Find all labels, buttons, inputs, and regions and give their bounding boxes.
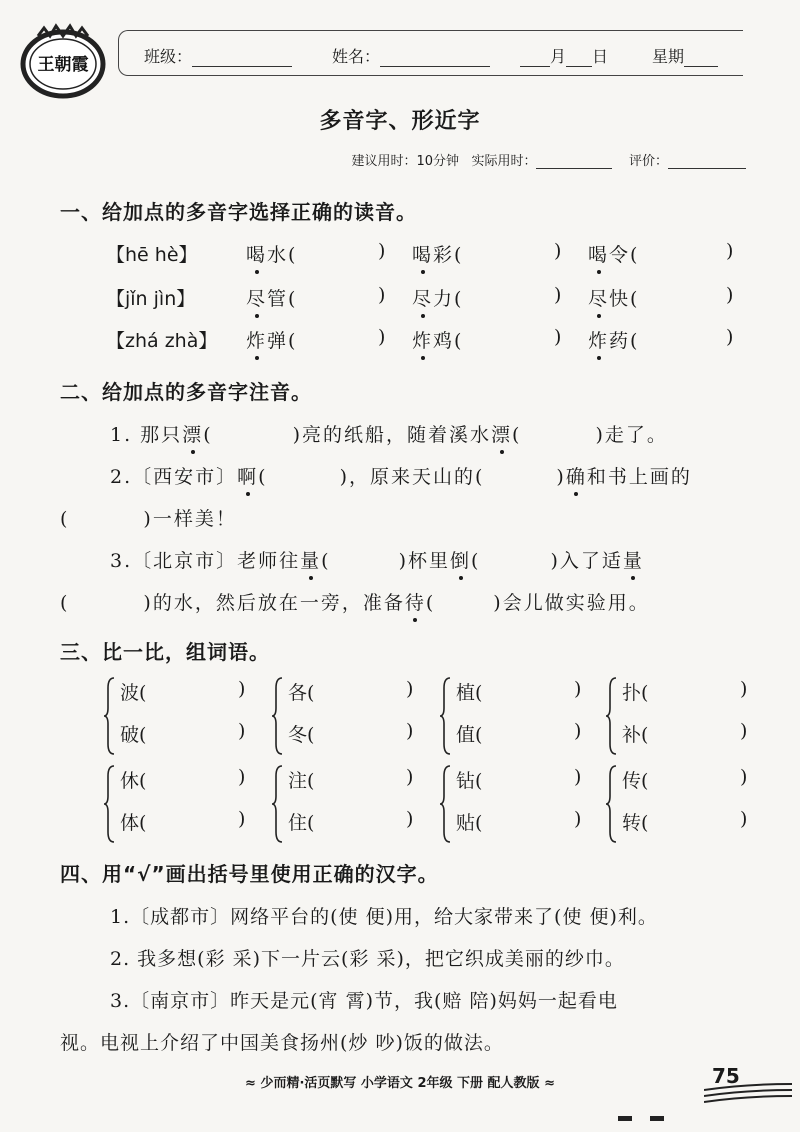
s1-close: ) [378, 326, 388, 348]
weekday-field[interactable]: 星期 [652, 44, 718, 67]
compare-group [272, 674, 432, 758]
compare-word-input[interactable]: 钻( ) [456, 766, 582, 792]
compare-group [606, 762, 766, 846]
s1-item[interactable]: 炸鸡( [412, 326, 463, 353]
s1-item[interactable]: 炸弹( [246, 326, 297, 353]
timing-line: 建议用时：10分钟 实际用时： 评价： [351, 150, 746, 169]
compare-word-input[interactable]: 扑( ) [622, 678, 748, 704]
date-field[interactable]: 月 日 [520, 44, 608, 67]
page-title: 多音字、形近字 [319, 109, 481, 134]
brand-logo [16, 22, 110, 100]
compare-group [440, 674, 600, 758]
compare-word-input[interactable]: 各( ) [288, 678, 414, 704]
compare-group [606, 674, 766, 758]
brace-icon [272, 676, 284, 756]
s1-close: ) [378, 284, 388, 306]
compare-word-input[interactable]: 冬( ) [288, 720, 414, 746]
bottom-mark [650, 1116, 664, 1121]
s1-close: ) [554, 284, 564, 306]
s1-row-2: 【jǐn jìn】 [106, 288, 196, 310]
class-field[interactable]: 班级： [144, 44, 292, 67]
compare-word-input[interactable]: 波( ) [120, 678, 246, 704]
brace-icon [606, 764, 618, 844]
compare-word-input[interactable]: 贴( ) [456, 808, 582, 834]
s1-close: ) [554, 240, 564, 262]
compare-group [440, 762, 600, 846]
brace-icon [440, 764, 452, 844]
brace-icon [104, 676, 116, 756]
s4-question-3[interactable]: 3.〔南京市〕昨天是元(宵 霄)节，我(赔 陪)妈妈一起看电 [110, 990, 618, 1012]
s2-question-2[interactable]: 2.〔西安市〕啊( )，原来天山的( )确和书上画的 [110, 462, 692, 489]
s2-question-3-cont[interactable]: ( )的水，然后放在一旁，准备待( )会儿做实验用。 [60, 588, 650, 615]
s1-close: ) [726, 240, 736, 262]
footer-text: ≈ 少而精·活页默写 小学语文 2年级 下册 配人教版 ≈ [245, 1076, 555, 1091]
s2-question-2-cont[interactable]: ( )一样美！ [60, 508, 237, 530]
s1-close: ) [378, 240, 388, 262]
s4-question-2[interactable]: 2. 我多想(彩 采)下一片云(彩 采)，把它织成美丽的纱巾。 [110, 948, 625, 970]
s1-row-3: 【zhá zhà】 [106, 330, 218, 352]
page-number: 75 [712, 1064, 740, 1088]
section-3-heading: 三、比一比，组词语。 [60, 640, 270, 664]
compare-word-input[interactable]: 值( ) [456, 720, 582, 746]
s1-item[interactable]: 炸药( [588, 326, 639, 353]
s1-item[interactable]: 喝水( [246, 240, 297, 267]
compare-word-input[interactable]: 植( ) [456, 678, 582, 704]
compare-word-input[interactable]: 转( ) [622, 808, 748, 834]
name-field[interactable]: 姓名： [332, 44, 490, 67]
brace-icon [440, 676, 452, 756]
compare-word-input[interactable]: 休( ) [120, 766, 246, 792]
compare-word-input[interactable]: 住( ) [288, 808, 414, 834]
compare-word-input[interactable]: 破( ) [120, 720, 246, 746]
s1-close: ) [726, 284, 736, 306]
section-1-heading: 一、给加点的多音字选择正确的读音。 [60, 200, 417, 224]
s1-item[interactable]: 喝彩( [412, 240, 463, 267]
compare-word-input[interactable]: 补( ) [622, 720, 748, 746]
brace-icon [104, 764, 116, 844]
s4-question-1[interactable]: 1.〔成都市〕网络平台的(使 便)用，给大家带来了(使 便)利。 [110, 906, 658, 928]
bottom-mark [618, 1116, 632, 1121]
compare-word-input[interactable]: 注( ) [288, 766, 414, 792]
s1-row-1: 【hē hè】 [106, 244, 198, 266]
s2-question-3[interactable]: 3.〔北京市〕老师往量( )杯里倒( )入了适量 [110, 546, 644, 573]
s2-question-1[interactable]: 1. 那只漂( )亮的纸船，随着溪水漂( )走了。 [110, 420, 668, 447]
s1-close: ) [554, 326, 564, 348]
compare-group [104, 674, 264, 758]
svg-text:王朝霞: 王朝霞 [37, 55, 89, 75]
compare-word-input[interactable]: 体( ) [120, 808, 246, 834]
s1-item[interactable]: 尽快( [588, 284, 639, 311]
compare-group [104, 762, 264, 846]
brace-icon [606, 676, 618, 756]
s1-item[interactable]: 尽管( [246, 284, 297, 311]
s1-close: ) [726, 326, 736, 348]
compare-group [272, 762, 432, 846]
s4-question-3-cont[interactable]: 视。电视上介绍了中国美食扬州(炒 吵)饭的做法。 [60, 1032, 504, 1054]
compare-word-input[interactable]: 传( ) [622, 766, 748, 792]
brace-icon [272, 764, 284, 844]
section-2-heading: 二、给加点的多音字注音。 [60, 380, 312, 404]
s1-item[interactable]: 喝令( [588, 240, 639, 267]
s1-item[interactable]: 尽力( [412, 284, 463, 311]
section-4-heading: 四、用“√”画出括号里使用正确的汉字。 [60, 862, 439, 886]
